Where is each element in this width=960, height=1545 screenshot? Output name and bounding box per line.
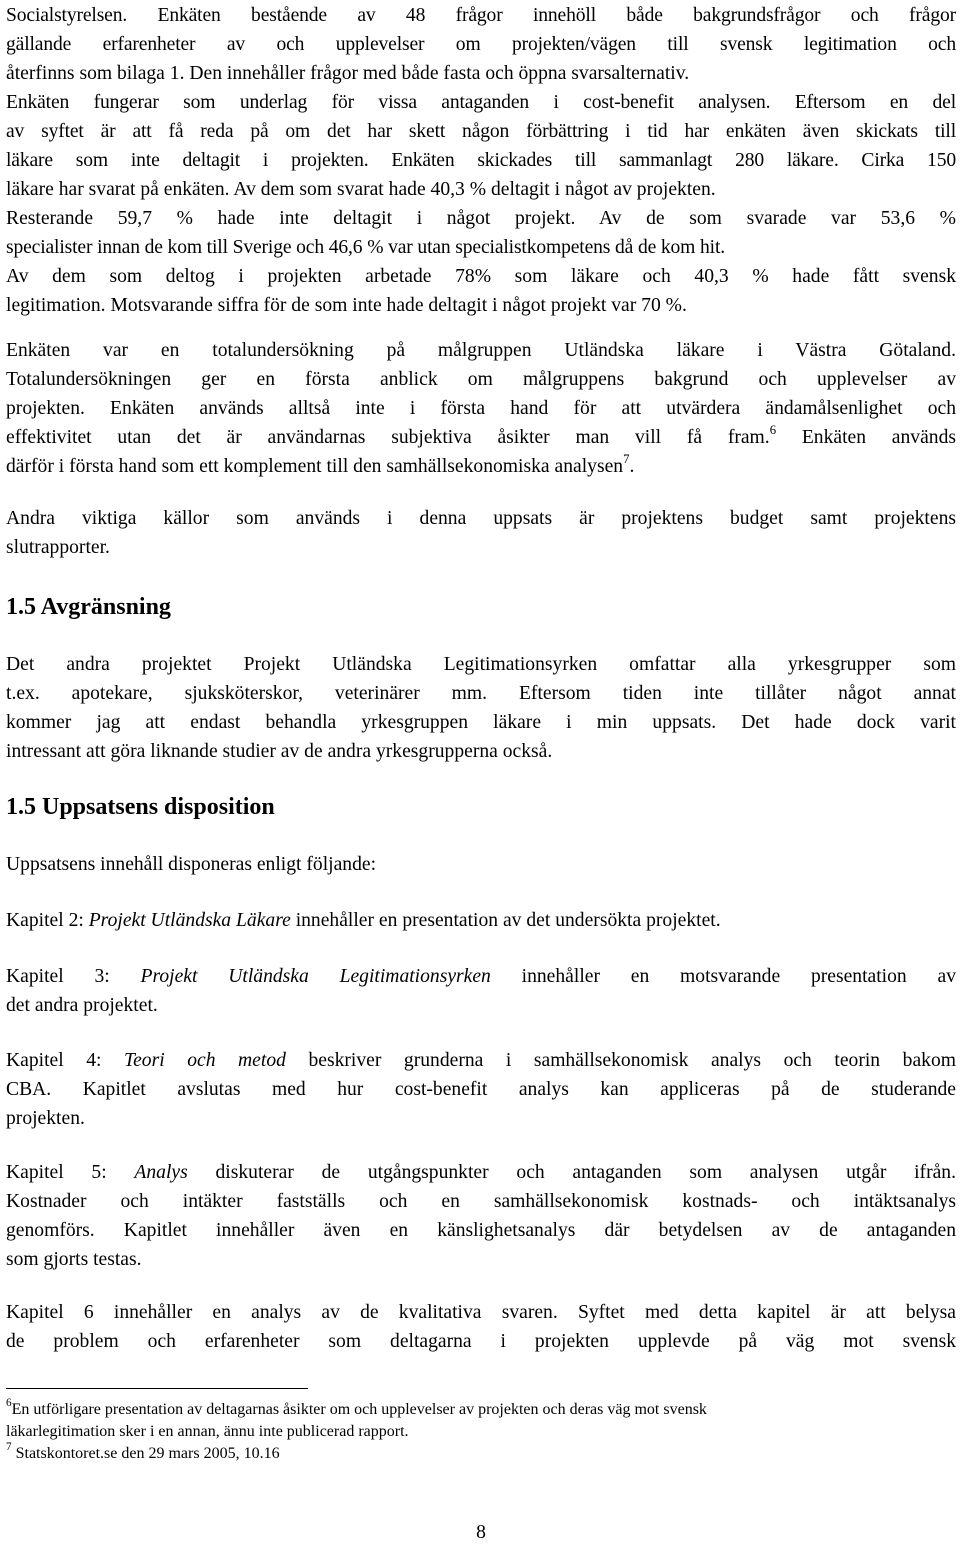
paragraph-line: läkare har svarat på enkäten. Av dem som svarat hade 40,3 % deltagit i något av projekten. xyxy=(6,179,716,200)
line-text: innehåller en motsvarande presentation av xyxy=(490,966,956,987)
footnote-ref-7[interactable]: 7 xyxy=(623,452,630,467)
footnote-ref-6[interactable]: 6 xyxy=(769,423,777,438)
footnote-number: 6 xyxy=(6,1397,12,1410)
paragraph-line: legitimation. Motsvarande siffra för de som inte hade deltagit i något projekt var 70 %. xyxy=(6,295,687,316)
chapter-title: Teori och metod xyxy=(124,1050,286,1071)
paragraph-line: Enkäten var en totalundersökning på målgruppen Utländska läkare i Västra Götaland. xyxy=(6,340,956,361)
paragraph-line: projekten. xyxy=(6,1108,85,1129)
paragraph-line xyxy=(6,962,956,991)
paragraph-line: genomförs. Kapitlet innehåller även en känslighetsanalys där betydelsen av de antaganden xyxy=(6,1220,956,1241)
chapter-title: Projekt Utländska Läkare xyxy=(88,910,291,931)
paragraph-line: kommer jag att endast behandla yrkesgruppen läkare i min uppsats. Det hade dock varit xyxy=(6,712,956,733)
chapter-3-description xyxy=(6,962,956,1020)
section-heading-disposition: 1.5 Uppsatsens disposition xyxy=(6,794,275,820)
chapter-prefix: Kapitel 4: xyxy=(6,1050,124,1071)
footnote-text: Statskontoret.se den 29 mars 2005, 10.16 xyxy=(11,1445,280,1462)
paragraph-line: t.ex. apotekare, sjuksköterskor, veterinärer mm. Eftersom tiden inte tillåter något annat xyxy=(6,683,956,704)
paragraph-line: Uppsatsens innehåll disponeras enligt följande: xyxy=(6,854,377,875)
paragraph-line: läkare som inte deltagit i projekten. Enkäten skickades till sammanlagt 280 läkare. Cirka 150 xyxy=(6,150,956,171)
paragraph-line: Det andra projektet Projekt Utländska Legitimationsyrken omfattar alla yrkesgrupper som xyxy=(6,654,956,675)
paragraph-line: Socialstyrelsen. Enkäten bestående av 48 frågor innehöll både bakgrundsfrågor och frågor xyxy=(6,5,956,26)
footnote-number: 7 xyxy=(6,1441,12,1454)
disposition-intro xyxy=(6,850,956,879)
footnote-text: En utförligare presentation av deltagarnas åsikter om och upplevelser av projekten och deras väg mot svensk xyxy=(11,1401,707,1418)
line-text: därför i första hand som ett komplement till den samhällsekonomiska analysen xyxy=(6,456,624,477)
line-text: effektivitet utan det är användarnas subjektiva åsikter man vill få fram. xyxy=(6,427,770,448)
paragraph-line: gällande erfarenheter av och upplevelser om projekten/vägen till svensk legitimation och xyxy=(6,34,956,55)
paragraph-line: Enkäten fungerar som underlag för vissa antaganden i cost-benefit analysen. Eftersom en del xyxy=(6,92,956,113)
paragraph-line: Andra viktiga källor som används i denna uppsats är projektens budget samt projektens xyxy=(6,508,956,529)
chapter-4-description xyxy=(6,1046,956,1133)
paragraph-line: av syftet är att få reda på om det har skett någon förbättring i tid har enkäten även skickats till xyxy=(6,121,956,142)
paragraph-line: CBA. Kapitlet avslutas med hur cost-benefit analys kan appliceras på de studerande xyxy=(6,1079,956,1100)
paragraph-line: slutrapporter. xyxy=(6,537,110,558)
chapter-prefix: Kapitel 2: xyxy=(6,910,89,931)
paragraph-line xyxy=(6,423,956,452)
survey-paragraph xyxy=(6,1,956,320)
footnotes xyxy=(6,1399,956,1465)
chapter-prefix: Kapitel 3: xyxy=(6,966,141,987)
line-text: beskriver grunderna i samhällsekonomisk analys och teorin bakom xyxy=(285,1050,956,1071)
chapter-2-description xyxy=(6,906,956,935)
chapter-title: Projekt Utländska Legitimationsyrken xyxy=(140,966,491,987)
footnote-6 xyxy=(6,1399,956,1421)
footnote-7 xyxy=(6,1443,956,1465)
page-number: 8 xyxy=(476,1522,486,1543)
paragraph-line: Kapitel 6 innehåller en analys av de kvalitativa svaren. Syftet med detta kapitel är att belysa xyxy=(6,1302,956,1323)
paragraph-line: Resterande 59,7 % hade inte deltagit i något projekt. Av de som svarade var 53,6 % xyxy=(6,208,956,229)
section-heading-delimitation: 1.5 Avgränsning xyxy=(6,594,171,620)
chapter-prefix: Kapitel 5: xyxy=(6,1162,135,1183)
paragraph-line: Totalundersökningen ger en första anblick om målgruppens bakgrund och upplevelser av xyxy=(6,369,956,390)
footnote-6-continued: läkarlegitimation sker i en annan, ännu inte publicerad rapport. xyxy=(6,1423,409,1440)
paragraph-line: Kostnader och intäkter fastställs och en samhällsekonomisk kostnads- och intäktsanalys xyxy=(6,1191,956,1212)
paragraph-line: återfinns som bilaga 1. Den innehåller frågor med både fasta och öppna svarsalternativ. xyxy=(6,63,690,84)
paragraph-line xyxy=(6,1158,956,1187)
paragraph-line: som gjorts testas. xyxy=(6,1249,142,1270)
paragraph-line: de problem och erfarenheter som deltagarna i projekten upplevde på väg mot svensk xyxy=(6,1331,956,1352)
paragraph-line: intressant att göra liknande studier av de andra yrkesgrupperna också. xyxy=(6,741,553,762)
line-text: diskuterar de utgångspunkter och antaganden som analysen utgår ifrån. xyxy=(187,1162,957,1183)
paragraph-line xyxy=(6,452,956,481)
line-text: innehåller en presentation av det undersökta projektet. xyxy=(290,910,721,931)
paragraph-line: det andra projektet. xyxy=(6,995,158,1016)
total-survey-paragraph xyxy=(6,336,956,481)
paragraph-line: specialister innan de kom till Sverige och 46,6 % var utan specialistkompetens då de kom hit. xyxy=(6,237,726,258)
chapter-5-description xyxy=(6,1158,956,1274)
paragraph-line xyxy=(6,1046,956,1075)
chapter-6-description xyxy=(6,1298,956,1356)
paragraph-line xyxy=(6,906,956,935)
footnote-divider xyxy=(6,1388,308,1389)
chapter-title: Analys xyxy=(134,1162,188,1183)
delimitation-paragraph xyxy=(6,650,956,766)
sources-paragraph xyxy=(6,504,956,562)
paragraph-line: Av dem som deltog i projekten arbetade 78% som läkare och 40,3 % hade fått svensk xyxy=(6,266,956,287)
paragraph-line: projekten. Enkäten används alltså inte i första hand för att utvärdera ändamålsenlighet och xyxy=(6,398,956,419)
line-text: Enkäten används xyxy=(776,427,956,448)
line-text: . xyxy=(629,456,635,477)
